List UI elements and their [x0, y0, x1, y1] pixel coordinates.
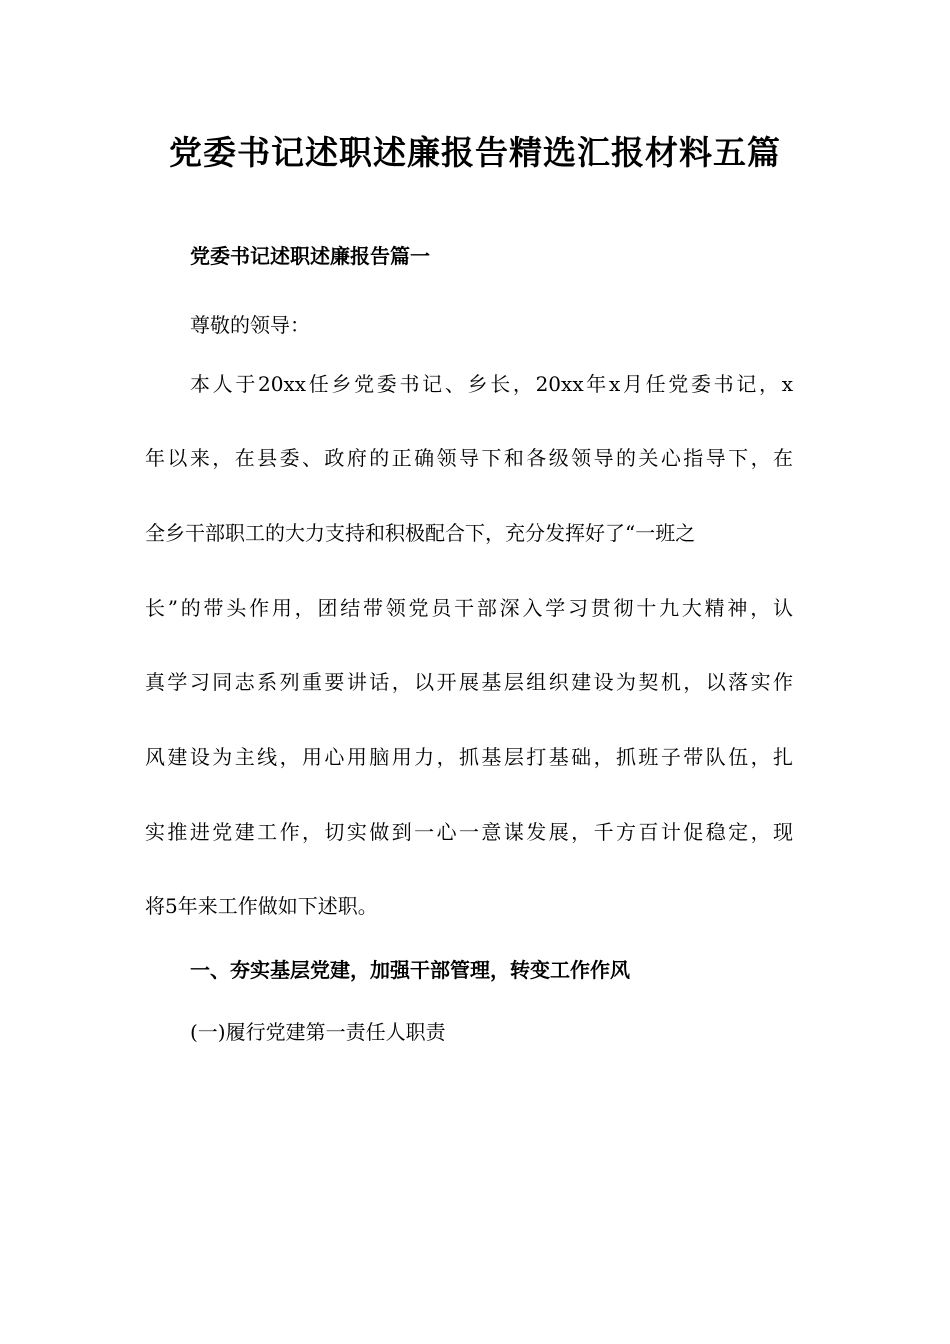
document-title: 党委书记述职述廉报告精选汇报材料五篇 — [169, 133, 781, 172]
paragraph-line-1: 本人于20xx任乡党委书记、乡长，20xx年x月任党委书记，x — [190, 372, 793, 396]
paragraph-line-4: 长”的带头作用，团结带领党员干部深入学习贯彻十九大精神，认 — [145, 596, 793, 620]
paragraph-line-6: 风建设为主线，用心用脑用力，抓基层打基础，抓班子带队伍，扎 — [145, 745, 793, 769]
section-title: 党委书记述职述廉报告篇一 — [190, 244, 430, 268]
paragraph-line-8: 将5年来工作做如下述职。 — [145, 894, 378, 918]
subheading-1: (一)履行党建第一责任人职责 — [190, 1020, 446, 1044]
paragraph-line-7: 实推进党建工作，切实做到一心一意谋发展，千方百计促稳定，现 — [145, 820, 793, 844]
paragraph-line-2: 年以来，在县委、政府的正确领导下和各级领导的关心指导下，在 — [145, 446, 793, 470]
heading-1: 一、夯实基层党建，加强干部管理，转变工作作风 — [190, 958, 630, 982]
salutation: 尊敬的领导： — [190, 313, 310, 337]
paragraph-line-3: 全乡干部职工的大力支持和积极配合下，充分发挥好了“一班之 — [145, 521, 696, 545]
paragraph-line-5: 真学习同志系列重要讲话，以开展基层组织建设为契机，以落实作 — [145, 670, 793, 694]
